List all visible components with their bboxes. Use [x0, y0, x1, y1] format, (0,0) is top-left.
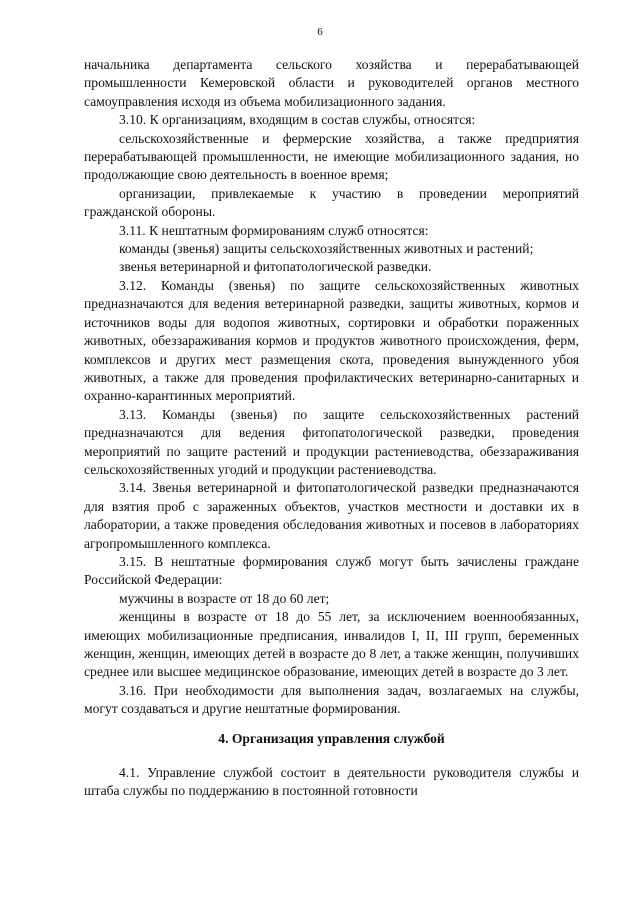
- paragraph-civil-defense-orgs: организации, привлекаемые к участию в проведении мероприятий гражданской обороны.: [84, 185, 579, 220]
- paragraph-3-16: 3.16. При необходимости для выполнения задач, возлагаемых на службы, могут создаваться и другие нештатные формирования.: [84, 682, 579, 717]
- document-body: [84, 56, 579, 801]
- paragraph-3-14: 3.14. Звенья ветеринарной и фитопатологической разведки предназначаются для взятия проб с зараженных объектов, участков местности и доставки их в лаборатории, а также проведения обследования животных и посевов в лабораториях агропромышленного комплекса.: [84, 480, 579, 551]
- section-heading: 4. Организация управления службой: [218, 730, 445, 746]
- paragraph-protection-teams: команды (звенья) защиты сельскохозяйственных животных и растений;: [119, 241, 534, 257]
- paragraph-3-10: 3.10. К организациям, входящим в состав службы, относятся:: [119, 112, 476, 128]
- paragraph-4-1: 4.1. Управление службой состоит в деятельности руководителя службы и штаба службы по поддержанию в постоянной готовности: [84, 765, 579, 799]
- paragraph-3-13: 3.13. Команды (звенья) по защите сельскохозяйственных растений предназначаются для ведения фитопатологической разведки, проведения мероприятий по защите растений и продукции растениеводства, обеззараживания сельскохозяйственных угодий и продукции растениеводства.: [84, 406, 579, 477]
- page-number: 6: [317, 26, 323, 38]
- paragraph-farms: сельскохозяйственные и фермерские хозяйства, а также предприятия перерабатывающей промышленности, не имеющие мобилизационного задания, но продолжающие свою деятельность в военное время;: [84, 130, 579, 183]
- paragraph-3-12: 3.12. Команды (звенья) по защите сельскохозяйственных животных предназначаются для ведения ветеринарной разведки, защиты животных, кормов и источников воды для водопоя животных, сортировки и обработки пораженных животных, обеззараживания кормов и продуктов животного происхождения, ферм, комплексов и других мест размещения скота, проведения вынужденного убоя животных, а также для проведения профилактических ветеринарно-санитарных и охранно-карантинных мероприятий.: [84, 277, 579, 404]
- paragraph-men: мужчины в возрасте от 18 до 60 лет;: [119, 590, 330, 606]
- paragraph-3-15: 3.15. В нештатные формирования служб могут быть зачислены граждане Российской Федерации:: [84, 553, 579, 588]
- paragraph-3-11: 3.11. К нештатным формированиям служб относятся:: [119, 222, 429, 238]
- paragraph-continuation: начальника департамента сельского хозяйства и перерабатывающей промышленности Кемеровской области и руководителей органов местного самоуправления исходя из объема мобилизационного задания.: [84, 57, 579, 109]
- paragraph-women: женщины в возрасте от 18 до 55 лет, за исключением военнообязанных, имеющих мобилизационные предписания, инвалидов I, II, III групп, беременных женщин, женщин, имеющих детей в возрасте до 8 лет, а также женщин, получивших среднее или высшее медицинское образование, имеющих детей в возрасте до 3 лет.: [84, 609, 579, 680]
- paragraph-recon-units: звенья ветеринарной и фитопатологической разведки.: [119, 259, 432, 275]
